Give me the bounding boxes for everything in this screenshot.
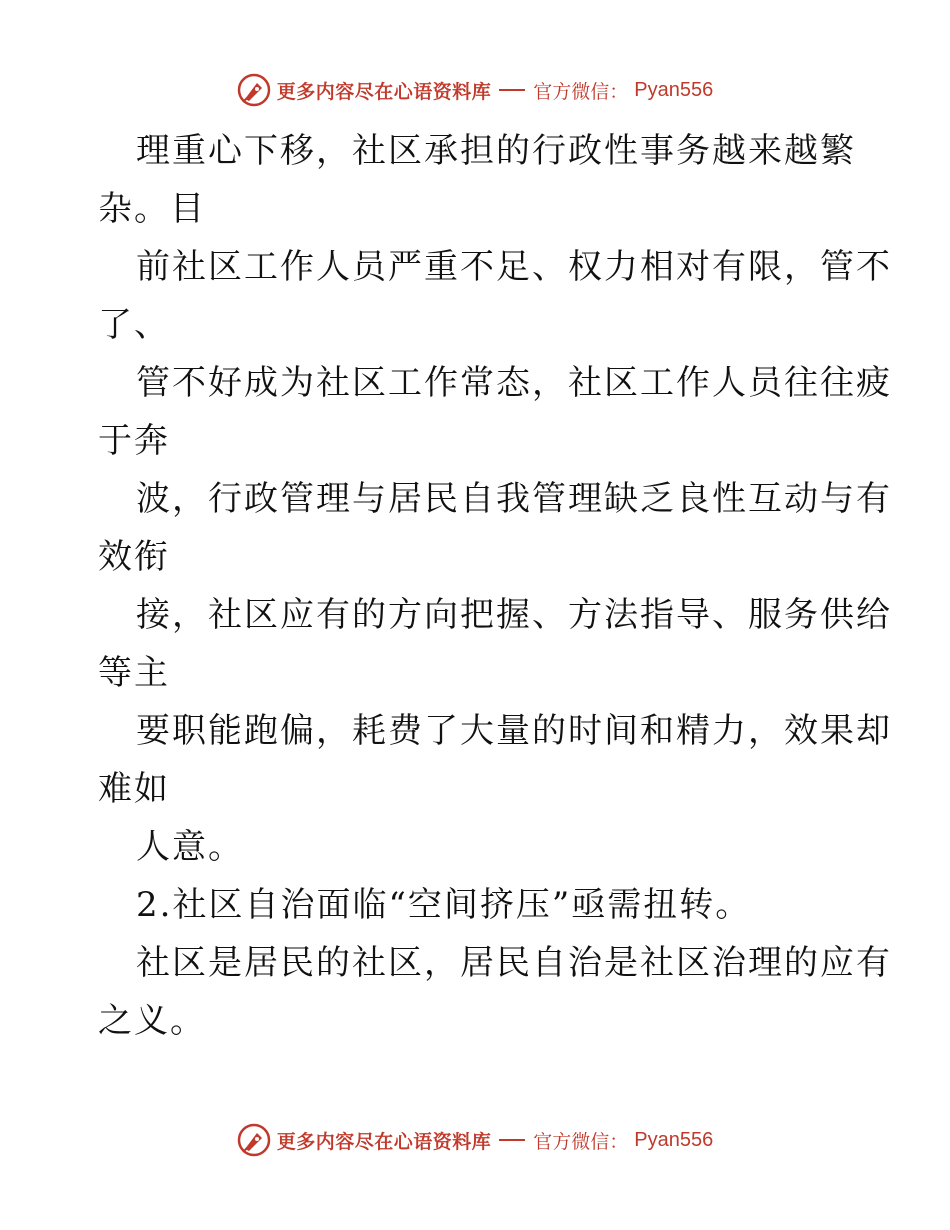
body-line: 等主 bbox=[98, 653, 170, 693]
body-line: 难如 bbox=[98, 769, 170, 809]
body-line: 人意。 bbox=[136, 827, 244, 867]
body-line: 接，社区应有的方向把握、方法指导、服务供给 bbox=[136, 595, 892, 635]
footer-wechat-label: 官方微信： bbox=[533, 1130, 629, 1153]
header-banner bbox=[0, 70, 950, 110]
section-heading: 2.社区自治面临“空间挤压”亟需扭转。 bbox=[136, 885, 752, 925]
body-line: 于奔 bbox=[98, 421, 170, 461]
body-line: 之义。 bbox=[98, 1001, 206, 1041]
header-wechat-label: 官方微信： bbox=[533, 80, 629, 103]
footer-slogan: 更多内容尽在心语资料库 bbox=[276, 1130, 492, 1153]
header-slogan: 更多内容尽在心语资料库 bbox=[276, 80, 492, 103]
footer-dash bbox=[499, 1139, 525, 1141]
body-line: 社区是居民的社区，居民自治是社区治理的应有 bbox=[136, 943, 892, 983]
document-body bbox=[98, 122, 892, 1050]
body-line: 前社区工作人员严重不足、权力相对有限，管不 bbox=[136, 247, 892, 287]
pen-nib-logo-icon bbox=[237, 1123, 271, 1157]
body-line: 杂。目 bbox=[98, 189, 206, 229]
body-line: 波，行政管理与居民自我管理缺乏良性互动与有 bbox=[136, 479, 892, 519]
footer-banner bbox=[0, 1120, 950, 1160]
body-line: 效衔 bbox=[98, 537, 170, 577]
body-line: 理重心下移，社区承担的行政性事务越来越繁 bbox=[136, 131, 856, 171]
footer-wechat-id: Pyan556 bbox=[634, 1128, 714, 1151]
body-line: 管不好成为社区工作常态，社区工作人员往往疲 bbox=[136, 363, 892, 403]
body-line: 了、 bbox=[98, 305, 170, 345]
header-dash bbox=[499, 89, 525, 91]
header-wechat-id: Pyan556 bbox=[634, 78, 714, 101]
pen-nib-logo-icon bbox=[237, 73, 271, 107]
body-line: 要职能跑偏，耗费了大量的时间和精力，效果却 bbox=[136, 711, 892, 751]
